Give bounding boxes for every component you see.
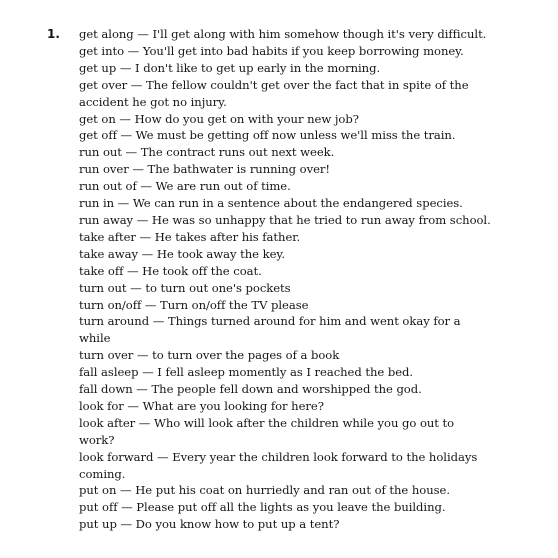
list-item (79, 499, 536, 516)
example-sentence-continuation: while (79, 331, 111, 346)
dash-separator: — (141, 297, 161, 312)
dash-separator: — (133, 212, 152, 227)
example-sentence: Who will look after the children while you go out to (153, 415, 455, 430)
phrasal-verb-term: turn on/off (79, 297, 142, 312)
dash-separator: — (115, 111, 135, 126)
list-item (79, 364, 536, 381)
list-item (79, 482, 536, 499)
example-sentence: We can run in a sentence about the endangered species. (132, 196, 463, 211)
dash-separator: — (116, 128, 136, 143)
example-sentence-continuation: work? (79, 432, 115, 447)
list-item (79, 263, 536, 280)
list-item (79, 161, 536, 178)
example-sentence: to turn out one's pockets (145, 280, 291, 295)
example-sentence: He put his coat on hurriedly and ran out of the house. (135, 483, 450, 498)
list-item (79, 313, 536, 347)
list-item (79, 77, 536, 111)
phrasal-verb-term: look after (79, 415, 136, 430)
example-sentence: Every year the children look forward to the holidays (172, 449, 478, 464)
dash-separator: — (132, 382, 152, 397)
list-item (79, 111, 536, 128)
example-sentence: The contract runs out next week. (140, 145, 335, 160)
list-item (79, 43, 536, 60)
list-item (79, 195, 536, 212)
list-item (79, 127, 536, 144)
list-item (79, 280, 536, 297)
example-sentence: The people fell down and worshipped the god. (151, 382, 422, 397)
example-sentence: I'll get along with him somehow though it's very difficult. (152, 27, 487, 41)
phrasal-verb-term: get off (79, 128, 117, 143)
list-item (79, 246, 536, 263)
dash-separator: — (121, 145, 141, 160)
dash-separator: — (138, 246, 157, 261)
phrasal-verb-term: look for (79, 398, 124, 413)
example-sentence-continuation: accident he got no injury. (79, 94, 227, 109)
dash-separator: — (149, 314, 168, 329)
dash-separator: — (116, 483, 136, 498)
dash-separator: — (114, 196, 133, 211)
list-item (79, 212, 536, 229)
phrasal-verb-term: fall asleep (79, 365, 139, 380)
example-sentence: He took off the coat. (142, 263, 262, 278)
list-item (79, 297, 536, 314)
dash-separator: — (135, 415, 154, 430)
phrasal-verb-term: turn over (79, 348, 134, 363)
list-item (79, 415, 536, 449)
list-item (79, 60, 536, 77)
list-item (79, 516, 536, 533)
example-sentence: He was so unhappy that he tried to run away from school. (151, 212, 491, 227)
phrasal-verb-term: put up (79, 517, 117, 532)
dash-separator: — (117, 500, 137, 515)
phrasal-verb-term: look forward (79, 449, 154, 464)
phrasal-verb-term: take off (79, 263, 124, 278)
example-sentence: Things turned around for him and went okay for a (167, 314, 461, 329)
phrasal-verb-term: fall down (79, 382, 133, 397)
phrasal-verb-term: get on (79, 111, 116, 126)
phrasal-verb-term: turn out (79, 280, 127, 295)
example-sentence: to turn over the pages of a book (152, 348, 340, 363)
dash-separator: — (138, 365, 158, 380)
phrasal-verb-term: run away (79, 212, 134, 227)
example-sentence: We are run out of time. (155, 179, 291, 194)
phrasal-verb-term: take after (79, 229, 136, 244)
dash-separator: — (135, 229, 155, 244)
list-item (79, 229, 536, 246)
list-item (79, 381, 536, 398)
phrasal-verb-term: get into (79, 43, 125, 58)
list-item (79, 26, 536, 43)
phrasal-verb-term: run out of (79, 179, 137, 194)
dash-separator: — (136, 179, 156, 194)
dash-separator: — (116, 517, 136, 532)
phrasal-verb-term: get up (79, 60, 117, 75)
example-sentence: He took away the key. (156, 246, 286, 261)
list-item (79, 178, 536, 195)
phrasal-verb-term: get along (79, 27, 134, 41)
example-sentence: Please put off all the lights as you leave the building. (136, 500, 446, 515)
phrasal-verb-term: take away (79, 246, 138, 261)
phrasal-verb-list (79, 26, 536, 533)
phrasal-verb-term: get over (79, 77, 128, 92)
phrasal-verb-term: run in (79, 196, 115, 211)
example-sentence: Turn on/off the TV please (160, 297, 309, 312)
phrasal-verb-term: run out (79, 145, 122, 160)
dash-separator: — (128, 162, 148, 177)
example-sentence-continuation: coming. (79, 466, 126, 481)
dash-separator: — (133, 27, 153, 41)
exercise-number: 1. (47, 27, 60, 41)
phrasal-verb-term: turn around (79, 314, 150, 329)
example-sentence: The fellow couldn't get over the fact that in spite of the (146, 77, 469, 92)
example-sentence: The bathwater is running over! (147, 162, 330, 177)
example-sentence: I don't like to get up early in the morning. (135, 60, 381, 75)
dash-separator: — (133, 348, 153, 363)
dash-separator: — (126, 280, 146, 295)
phrasal-verb-term: put off (79, 500, 118, 515)
example-sentence: I fell asleep momently as I reached the bed. (157, 365, 414, 380)
dash-separator: — (123, 263, 143, 278)
list-item (79, 398, 536, 415)
phrasal-verb-term: put on (79, 483, 117, 498)
dash-separator: — (153, 449, 173, 464)
example-sentence: We must be getting off now unless we'll miss the train. (135, 128, 456, 143)
dash-separator: — (123, 398, 143, 413)
list-item (79, 347, 536, 364)
dash-separator: — (124, 43, 143, 58)
example-sentence: What are you looking for here? (142, 398, 324, 413)
dash-separator: — (116, 60, 136, 75)
dash-separator: — (127, 77, 146, 92)
example-sentence: How do you get on with your new job? (134, 111, 359, 126)
list-item (79, 449, 536, 483)
list-item (79, 144, 536, 161)
example-sentence: You'll get into bad habits if you keep borrowing money. (142, 43, 464, 58)
phrasal-verb-term: run over (79, 162, 129, 177)
example-sentence: He takes after his father. (154, 229, 301, 244)
example-sentence: Do you know how to put up a tent? (135, 517, 340, 532)
